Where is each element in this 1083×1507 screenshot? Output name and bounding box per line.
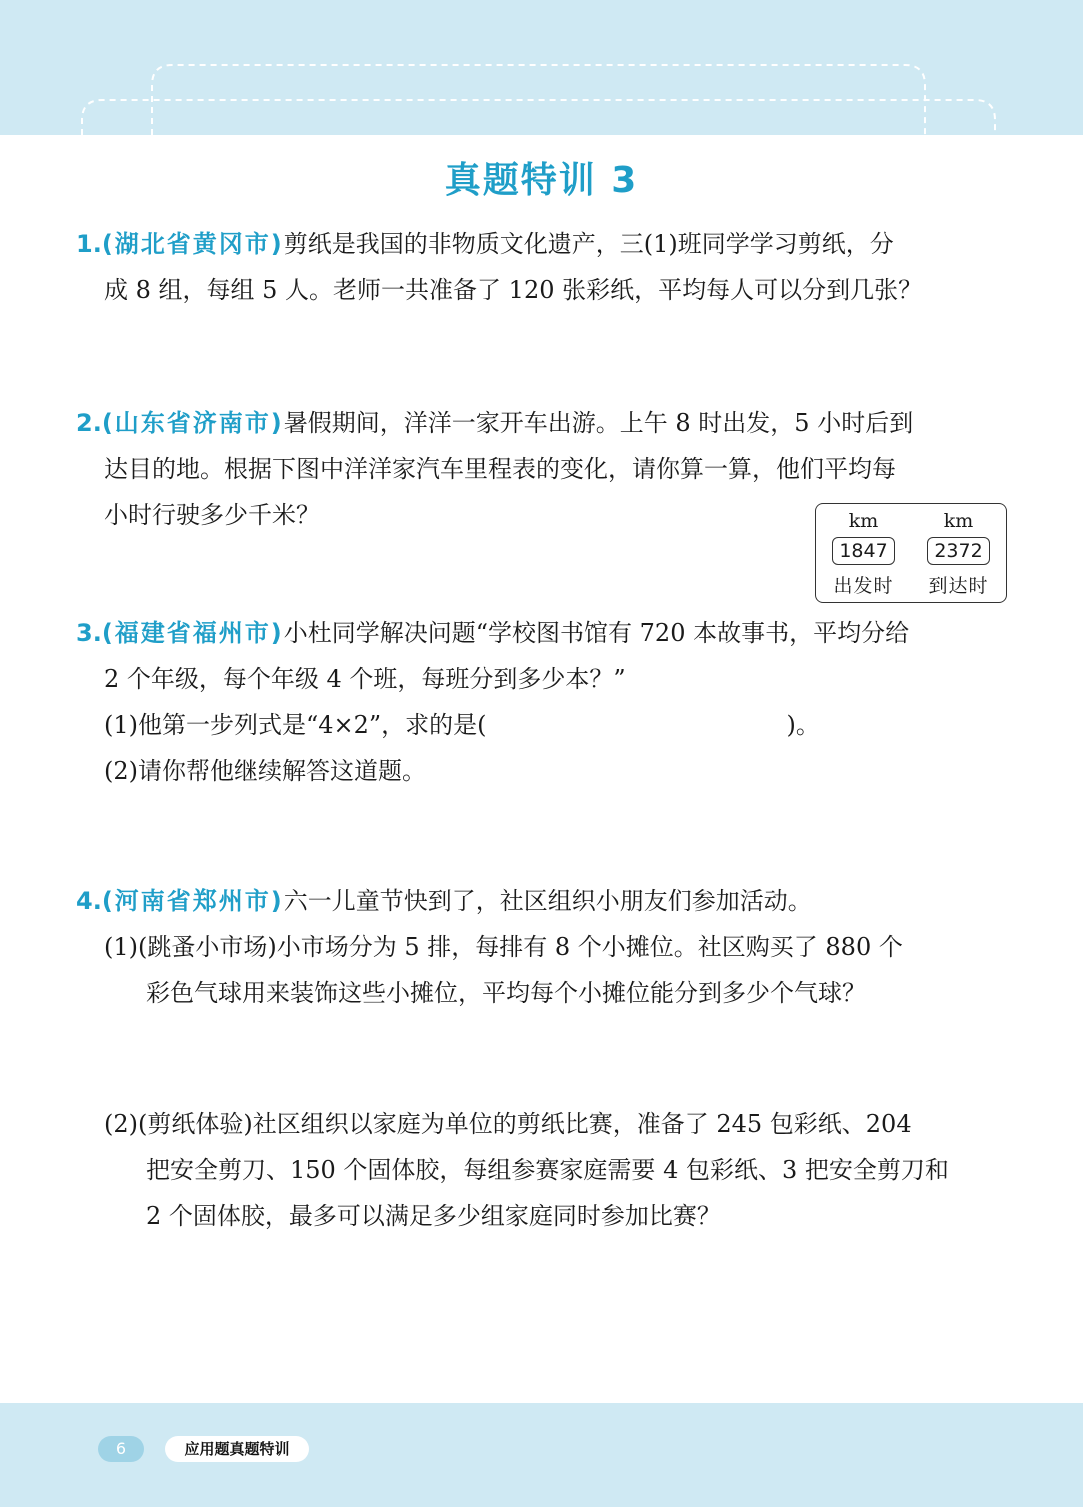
- footer-band: [0, 1403, 1083, 1507]
- question-text: 六一儿童节快到了，社区组织小朋友们参加活动。: [283, 887, 812, 915]
- header-band: [0, 0, 1083, 135]
- question-4-part-1-line-1: (1)(跳蚤小市场)小市场分为 5 排，每排有 8 个小摊位。社区购买了 880 个: [104, 933, 903, 961]
- part-1-suffix: )。: [786, 711, 820, 739]
- odometer-start: [816, 504, 911, 598]
- question-3: [76, 610, 1016, 794]
- series-title: 应用题真题特训: [165, 1436, 309, 1462]
- odometer-end: [911, 504, 1006, 598]
- question-source: (山东省济南市): [101, 409, 284, 437]
- unit-label: km: [848, 510, 879, 532]
- question-4: [76, 878, 1016, 1016]
- question-4-part-2-line-3: 2 个固体胶，最多可以满足多少组家庭同时参加比赛？: [146, 1202, 721, 1230]
- odometer-end-reading: 2372: [927, 537, 989, 565]
- question-1-line-1: [76, 221, 1016, 267]
- question-4-part-2-line-2: 把安全剪刀、150 个固体胶，每组参赛家庭需要 4 包彩纸、3 把安全剪刀和: [146, 1156, 949, 1184]
- question-3-part-1: [76, 702, 1016, 748]
- header-decoration: [0, 0, 1083, 135]
- question-2-line-3: 小时行驶多少千米？: [104, 501, 320, 529]
- question-number: 4.: [76, 887, 102, 915]
- odometer-end-caption: 到达时: [928, 575, 989, 597]
- question-number: 3.: [76, 619, 102, 647]
- part-1-prefix: (1)他第一步列式是“4×2”，求的是(: [104, 711, 487, 739]
- odometer-diagram: [815, 503, 1007, 603]
- question-source: (福建省福州市): [101, 619, 284, 647]
- question-1-line-2: 成 8 组，每组 5 人。老师一共准备了 120 张彩纸，平均每人可以分到几张？: [104, 276, 923, 304]
- question-number: 2.: [76, 409, 102, 437]
- question-2-line-2: 达目的地。根据下图中洋洋家汽车里程表的变化，请你算一算，他们平均每: [104, 455, 896, 483]
- question-number: 1.: [76, 230, 102, 258]
- question-text: 剪纸是我国的非物质文化遗产，三(1)班同学学习剪纸，分: [283, 230, 894, 258]
- question-4-part-2-line-1: (2)(剪纸体验)社区组织以家庭为单位的剪纸比赛，准备了 245 包彩纸、204: [104, 1110, 912, 1138]
- question-text: 暑假期间，洋洋一家开车出游。上午 8 时出发，5 小时后到: [283, 409, 914, 437]
- question-text: 小杜同学解决问题“学校图书馆有 720 本故事书，平均分给: [283, 619, 910, 647]
- page-title: 真题特训 3: [444, 160, 639, 201]
- question-3-line-1: [76, 610, 1016, 656]
- question-4-part-1-line-2: 彩色气球用来装饰这些小摊位，平均每个小摊位能分到多少个气球？: [146, 979, 866, 1007]
- question-4-line-1: [76, 878, 1016, 924]
- page-number: 6: [98, 1436, 144, 1462]
- odometer-start-caption: 出发时: [833, 575, 894, 597]
- question-3-part-2: (2)请你帮他继续解答这道题。: [104, 757, 426, 785]
- question-2-line-1: [76, 400, 1016, 446]
- question-1: [76, 221, 1016, 313]
- question-source: (湖北省黄冈市): [101, 230, 284, 258]
- question-3-line-2: 2 个年级，每个年级 4 个班，每班分到多少本？”: [104, 665, 626, 693]
- odometer-start-reading: 1847: [832, 537, 894, 565]
- question-4-part-2: [76, 1101, 1016, 1239]
- question-source: (河南省郑州市): [101, 887, 284, 915]
- unit-label: km: [943, 510, 974, 532]
